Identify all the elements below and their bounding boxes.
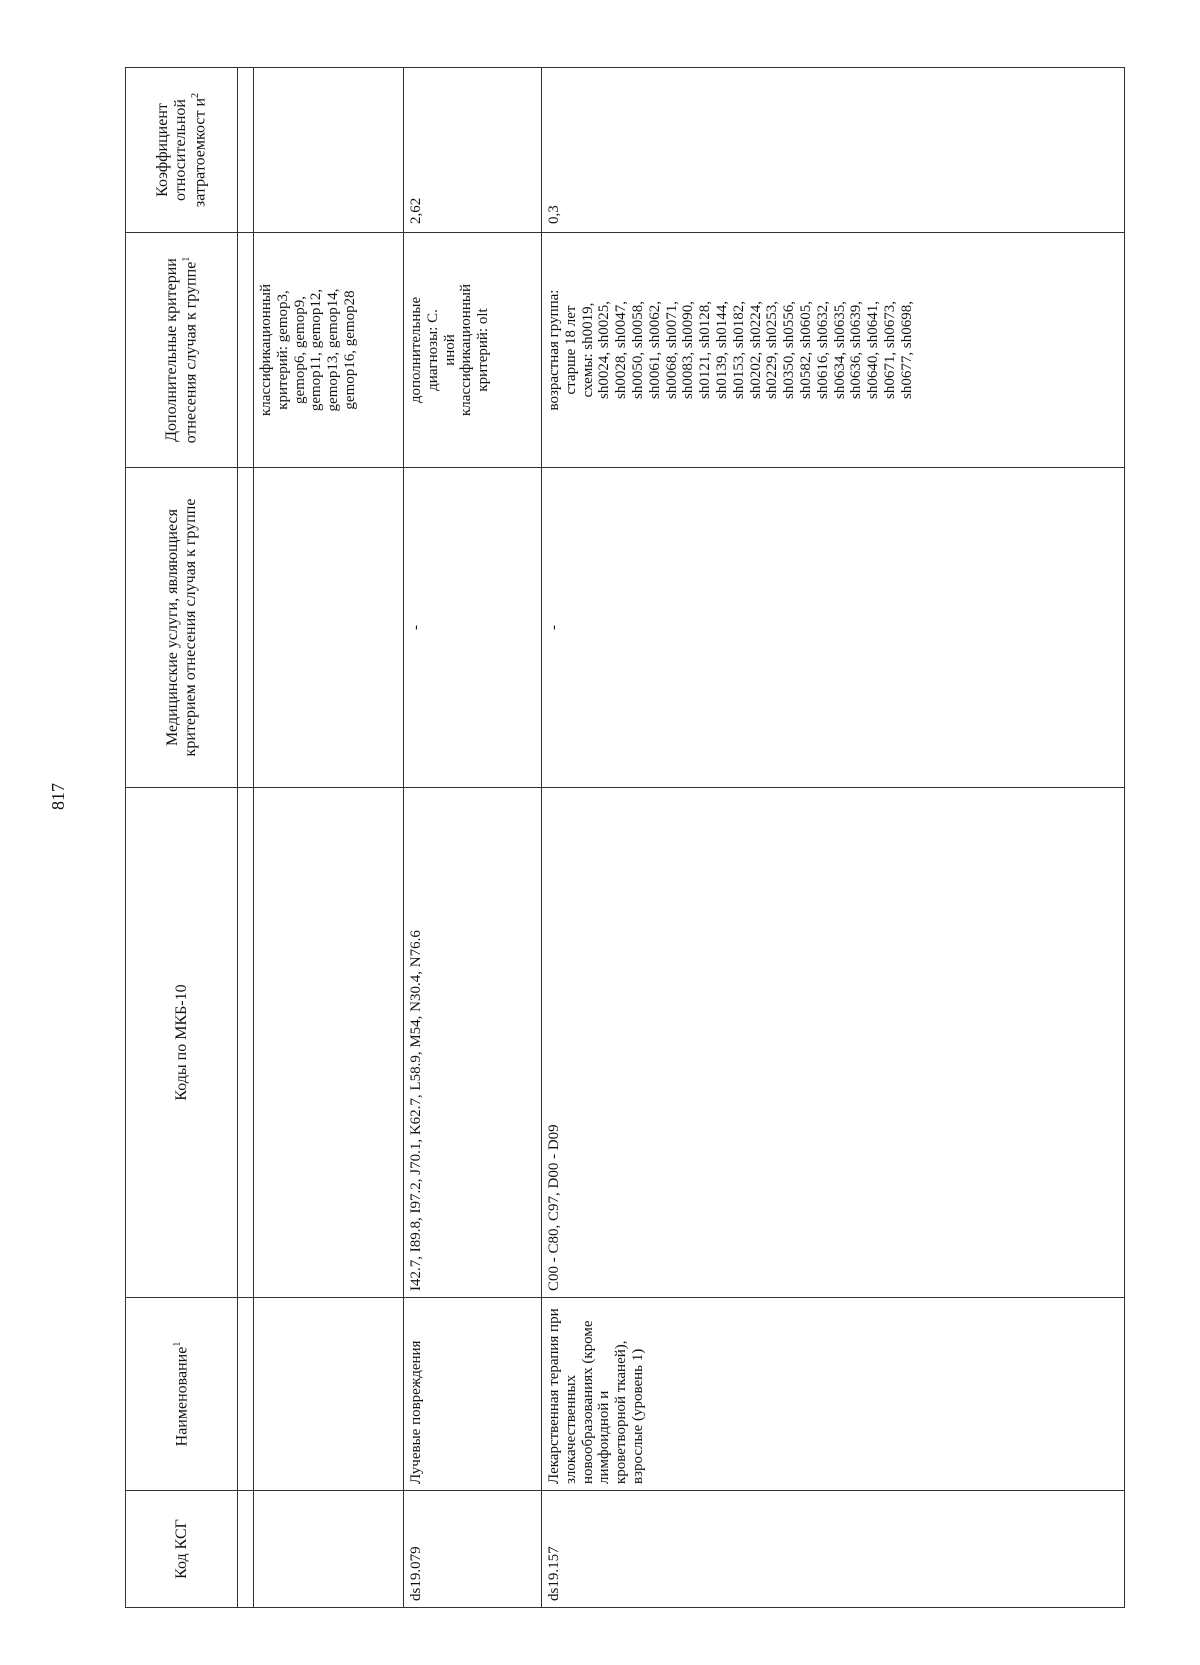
cell-name: Лучевые повреждения (404, 1298, 542, 1491)
cell-coef (254, 68, 404, 233)
ksg-table (125, 67, 1125, 1608)
cell-name: Лекарственная терапия при злокачественных новообразованиях (кроме лимфоидной и кроветворной тканей), взрослые (уровень 1) (542, 1298, 1125, 1491)
table-row (542, 68, 1125, 1608)
header-code: Код КСГ (126, 1491, 238, 1608)
header-criteria: Дополнительные критерии отнесения случая к группе$^1$ (126, 233, 238, 468)
page-number: 817 (48, 783, 68, 810)
cell-criteria: дополнительные диагнозы: C. иной классификационный критерий: olt (404, 233, 542, 468)
header-coef: Коэффициент относительной затратоемкост $и^2$ (126, 68, 238, 233)
cell-icd: C00 - C80, C97, D00 - D09 (542, 788, 1125, 1298)
header-icd: Коды по МКБ-10 (126, 788, 238, 1298)
cell-criteria: классификационный критерий: gemop3, gemop6, gemop9, gemop11, gemop12, gemop13, gemop14, gemop16, gemop28 (254, 233, 404, 468)
cell-code (254, 1491, 404, 1608)
table-row (404, 68, 542, 1608)
table-header-row (126, 68, 238, 1608)
header-name: Наименование$^1$ (126, 1298, 238, 1491)
table-row-spacer (238, 68, 254, 1608)
cell-criteria: возрастная группа: старше 18 лет схемы: sh0019, sh0024, sh0025, sh0028, sh0047, sh0050, sh0058, sh0061, sh0062, sh0068, sh0071, sh0083, sh0090, sh0121, sh0128, sh0139, sh0144, sh0153, sh0182, sh0202, sh0224, sh0229, sh0253, sh0350, sh0556, sh0582, sh0605, sh0616, sh0632, sh0634, sh0635, sh0636, sh0639, sh0640, sh0641, sh0671, sh0673, sh0677, sh0698, (542, 233, 1125, 468)
table-row (254, 68, 404, 1608)
cell-code: ds19.157 (542, 1491, 1125, 1608)
cell-icd (254, 788, 404, 1298)
cell-services: - (542, 468, 1125, 788)
cell-code: ds19.079 (404, 1491, 542, 1608)
cell-services (254, 468, 404, 788)
cell-icd: I42.7, I89.8, I97.2, J70.1, K62.7, L58.9, M54, N30.4, N76.6 (404, 788, 542, 1298)
header-services: Медицинские услуги, являющиеся критерием отнесения случая к группе (126, 468, 238, 788)
cell-services: - (404, 468, 542, 788)
cell-coef: 0,3 (542, 68, 1125, 233)
cell-name (254, 1298, 404, 1491)
rotated-table-container (125, 68, 1125, 1608)
cell-coef: 2,62 (404, 68, 542, 233)
